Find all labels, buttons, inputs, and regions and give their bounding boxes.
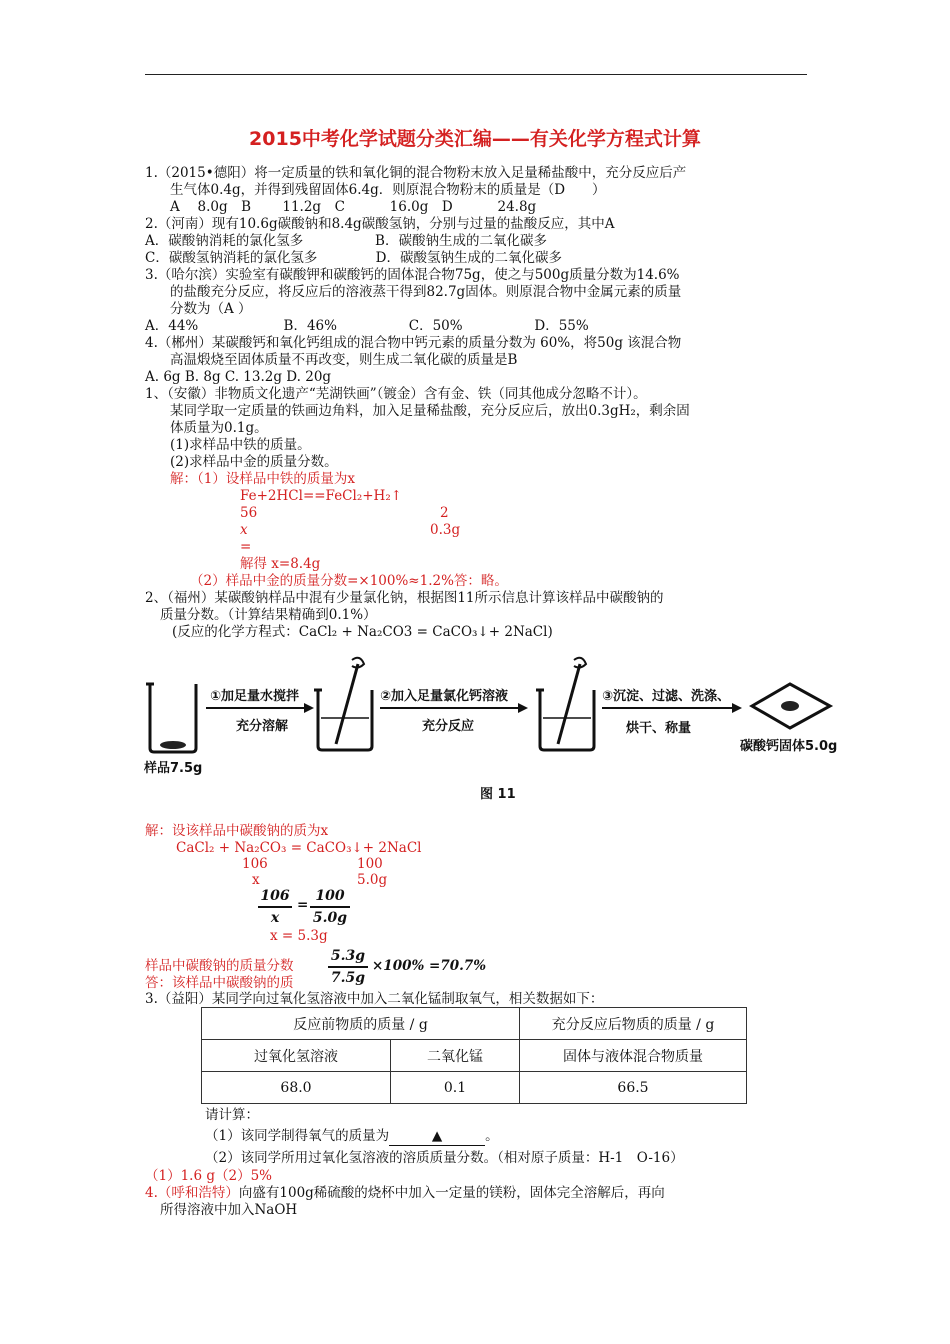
equals-sign: = — [297, 897, 309, 913]
c1-line-1: 1、（安徽）非物质文化遗产“芜湖铁画”（镀金）含有金、铁（同其他成分忽略不计）。 — [145, 386, 647, 402]
c3-question-2: （2）该同学所用过氧化氢溶液的溶质质量分数。（相对原子质量：H-1 O-16） — [205, 1150, 684, 1166]
sample-label: 样品7.5g — [144, 761, 203, 776]
c1-line-3: 体质量为0.1g。 — [170, 420, 268, 436]
table-sub-mixture: 固体与液体混合物质量 — [520, 1040, 747, 1072]
q1-line-1: 1.（2015•德阳）将一定质量的铁和氧化铜的混合物粉末放入足量稀盐酸中，充分反应后产 — [145, 165, 687, 181]
dish-icon — [752, 684, 830, 728]
table-sub-h2o2: 过氧化氢溶液 — [202, 1040, 391, 1072]
q2-options-cd: C．碳酸氢钠消耗的氯化氢多 D．碳酸氢钠生成的二氧化碳多 — [145, 250, 562, 266]
arrow-3-icon — [602, 703, 742, 713]
step-1-bottom: 充分溶解 — [236, 719, 289, 734]
arrow-2-icon — [380, 703, 528, 713]
s1-equation: Fe+2HCl==FeCl₂+H₂↑ — [240, 488, 403, 504]
c1-question-2: (2)求样品中金的质量分数。 — [170, 454, 338, 470]
s1-mass-fe: 56 — [240, 505, 258, 521]
table-cell-mno2: 0.1 — [391, 1072, 520, 1104]
data-table — [201, 1007, 747, 1104]
result-label: 碳酸钙固体5.0g — [740, 739, 838, 754]
c3-line-1: 3.（益阳）某同学向过氧化氢溶液中加入二氧化锰制取氧气，相关数据如下： — [145, 991, 604, 1007]
header-rule — [145, 74, 807, 75]
q1-options: A 8.0g B 11.2g C 16.0g D 24.8g — [170, 199, 537, 215]
c1-line-2: 某同学取一定质量的铁画边角料，加入足量稀盐酸，充分反应后，放出0.3gH₂，剩余固 — [170, 403, 690, 419]
table-header-after: 充分反应后物质的质量 / g — [520, 1008, 747, 1040]
q3-line-3: 分数为（A ） — [170, 301, 252, 317]
answer-blank — [389, 1128, 485, 1146]
table-sub-mno2: 二氧化锰 — [391, 1040, 520, 1072]
c4-line-1: 4.（呼和浩特）向盛有100g稀硫酸的烧杯中加入一定量的镁粉，固体完全溶解后，再向 — [145, 1185, 665, 1201]
s2-known: 5.0g — [357, 872, 388, 888]
q2-line-1: 2.（河南）现有10.6g碳酸钠和8.4g碳酸氢钠，分别与过量的盐酸反应，其中A — [145, 216, 615, 232]
s1-unknown: x — [240, 522, 248, 538]
s2-mass-caco3: 100 — [357, 856, 383, 872]
s1-result: 解得 x=8.4g — [240, 556, 321, 572]
c3-question-1: （1）该同学制得氧气的质量为 ▲ 。 — [205, 1128, 499, 1144]
table-subheader-row — [202, 1040, 747, 1072]
c3-prompt: 请计算： — [205, 1107, 259, 1123]
table-row — [202, 1072, 747, 1104]
table-cell-h2o2: 68.0 — [202, 1072, 391, 1104]
fraction-1-left: 106 x — [258, 888, 292, 926]
s2-equation: CaCl₂ + Na₂CO₃ = CaCO₃↓+ 2NaCl — [176, 840, 422, 856]
s1-line-1: 解：（1）设样品中铁的质量为x — [170, 471, 355, 487]
beaker-2-icon — [314, 658, 372, 750]
fraction-2: 5.3g 7.5g — [328, 948, 368, 986]
step-2-top: ②加入足量氯化钙溶液 — [380, 689, 509, 704]
beaker-1-icon — [146, 684, 196, 752]
step-2-bottom: 充分反应 — [422, 719, 475, 734]
c4-line-2: 所得溶液中加入NaOH — [160, 1202, 298, 1218]
q3-line-1: 3.（哈尔滨）实验室有碳酸钾和碳酸钙的固体混合物75g，使之与500g质量分数为14.6% — [145, 267, 680, 283]
step-3-bottom: 烘干、称量 — [626, 721, 692, 736]
table-cell-mixture: 66.5 — [520, 1072, 747, 1104]
fraction-2-tail: ×100% =70.7% — [372, 958, 487, 974]
experiment-figure — [140, 652, 840, 802]
s3-answer: （1）1.6 g（2）5% — [145, 1168, 272, 1184]
page-title: 2015中考化学试题分类汇编——有关化学方程式计算 — [249, 128, 701, 150]
s1-part-2: （2）样品中金的质量分数=×100%≈1.2%答：略。 — [190, 573, 508, 589]
q4-line-2: 高温煅烧至固体质量不再改变，则生成二氧化碳的质量是B — [170, 352, 518, 368]
s2-unknown: x — [252, 872, 260, 888]
s2-result: x = 5.3g — [270, 928, 328, 944]
q3-options: A．44% B．46% C．50% D．55% — [145, 318, 589, 334]
figure-caption: 图 11 — [480, 787, 516, 802]
s2-mass-na2co3: 106 — [242, 856, 268, 872]
q1-line-2: 生气体0.4g，并得到残留固体6.4g．则原混合物粉末的质量是（D ） — [170, 182, 606, 198]
table-header-before: 反应前物质的质量 / g — [202, 1008, 520, 1040]
s2-fraction-label: 样品中碳酸钠的质量分数 — [145, 958, 294, 974]
s2-answer: 答：该样品中碳酸钠的质 — [145, 975, 294, 991]
s1-mass-h2: 2 — [440, 505, 449, 521]
c1-question-1: (1)求样品中铁的质量。 — [170, 437, 311, 453]
arrow-1-icon — [206, 703, 314, 713]
c2-line-2: 质量分数。（计算结果精确到0.1%） — [160, 607, 377, 623]
beaker-3-icon — [536, 658, 594, 750]
triangle-icon: ▲ — [431, 1128, 443, 1144]
fraction-1-right: 100 5.0g — [310, 888, 350, 926]
s2-line-1: 解：设该样品中碳酸钠的质为x — [145, 823, 329, 839]
q3-line-2: 的盐酸充分反应，将反应后的溶液蒸干得到82.7g固体。则原混合物中金属元素的质量 — [170, 284, 682, 300]
s1-equals: = — [240, 539, 252, 555]
c2-line-1: 2、（福州）某碳酸钠样品中混有少量氯化钠，根据图11所示信息计算该样品中碳酸钠的 — [145, 590, 664, 606]
c2-reaction: (反应的化学方程式：CaCl₂ + Na₂CO3 = CaCO₃↓+ 2NaCl) — [172, 624, 553, 640]
q4-options: A. 6g B. 8g C. 13.2g D. 20g — [145, 369, 332, 385]
q4-line-1: 4.（郴州）某碳酸钙和氧化钙组成的混合物中钙元素的质量分数为 60%，将50g 该混合物 — [145, 335, 682, 351]
q2-options-ab: A．碳酸钠消耗的氯化氢多 B．碳酸钠生成的二氧化碳多 — [145, 233, 547, 249]
s1-known: 0.3g — [430, 522, 461, 538]
step-1-top: ①加足量水搅拌 — [210, 689, 300, 704]
table-header-row — [202, 1008, 747, 1040]
step-3-top: ③沉淀、过滤、洗涤、 — [602, 689, 731, 704]
